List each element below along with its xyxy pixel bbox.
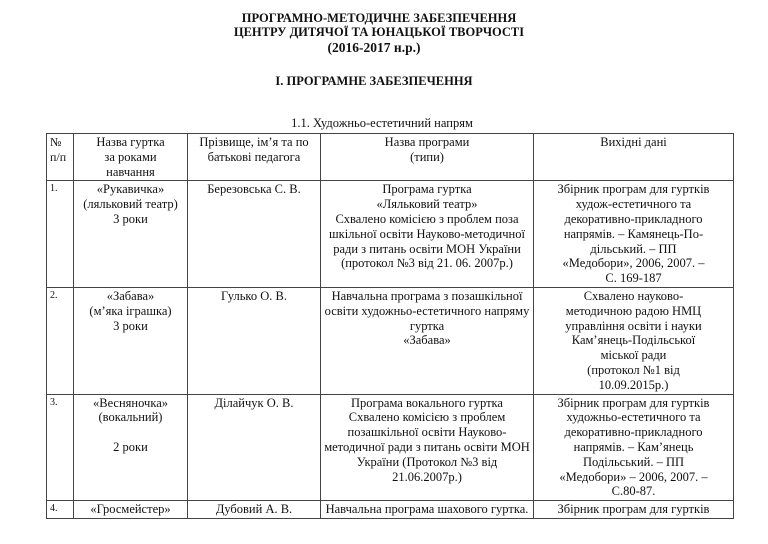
table-row xyxy=(47,501,734,519)
program-name: Програма вокального гуртка Схвалено комісією з проблем позашкільної освіти Науково- методичної ради з питань освіти МОН України (Протокол №3 від 21.06.2007р.) xyxy=(321,394,534,501)
programs-table xyxy=(46,133,734,519)
subsection-heading: 1.1. Художньо-естетичний напрям xyxy=(291,116,473,130)
section-heading: І. ПРОГРАМНЕ ЗАБЕЗПЕЧЕННЯ xyxy=(275,74,473,88)
program-name: Навчальна програма шахового гуртка. xyxy=(321,501,534,519)
table-row xyxy=(47,181,734,288)
header-cell: Вихідні дані xyxy=(534,134,734,181)
header-cell: Назва гуртка за роками навчання xyxy=(74,134,188,181)
doc-title-year: (2016-2017 н.р.) xyxy=(327,40,421,55)
header-cell: Назва програми (типи) xyxy=(321,134,534,181)
header-cell: Прізвище, ім’я та по батькові педагога xyxy=(188,134,321,181)
club-name: «Рукавичка» (ляльковий театр) 3 роки xyxy=(74,181,188,288)
header-cell: № п/п xyxy=(47,134,74,181)
source-data: Збірник програм для гуртків худож-естетичного та декоративно-прикладного напрямів. – Камянець-По- дільський. – ПП «Медобори», 2006, 2007. – С. 169-187 xyxy=(534,181,734,288)
source-data: Схвалено науково- методичною радою НМЦ управління освіти і науки Кам’янець-Подільської міської ради (протокол №1 від 10.09.2015р.) xyxy=(534,287,734,394)
program-name: Програма гуртка «Ляльковий театр» Схвалено комісією з проблем поза шкільної освіти Науково-методичної ради з питань освіти МОН України (протокол №3 від 21. 06. 2007р.) xyxy=(321,181,534,288)
row-number: 2. xyxy=(47,287,74,394)
row-number: 4. xyxy=(47,501,74,519)
teacher-name: Ділайчук О. В. xyxy=(188,394,321,501)
table-header-row xyxy=(47,134,734,181)
row-number: 3. xyxy=(47,394,74,501)
program-name: Навчальна програма з позашкільної освіти художньо-естетичного напряму гуртка «Забава» xyxy=(321,287,534,394)
doc-title-line-1: ПРОГРАМНО-МЕТОДИЧНЕ ЗАБЕЗПЕЧЕННЯ xyxy=(241,11,517,25)
teacher-name: Дубовий А. В. xyxy=(188,501,321,519)
doc-title-line-2: ЦЕНТРУ ДИТЯЧОЇ ТА ЮНАЦЬКОЇ ТВОРЧОСТІ xyxy=(233,25,525,39)
teacher-name: Гулько О. В. xyxy=(188,287,321,394)
club-name: «Весняночка» (вокальний) 2 роки xyxy=(74,394,188,501)
row-number: 1. xyxy=(47,181,74,288)
table-row xyxy=(47,394,734,501)
source-data: Збірник програм для гуртків художньо-естетичного та декоративно-прикладного напрямів. – Кам’янець Подільський. – ПП «Медобори» – 2006, 2007. – С.80-87. xyxy=(534,394,734,501)
teacher-name: Березовська С. В. xyxy=(188,181,321,288)
club-name: «Забава» (м’яка іграшка) 3 роки xyxy=(74,287,188,394)
table-row xyxy=(47,287,734,394)
club-name: «Гросмейстер» xyxy=(74,501,188,519)
source-data: Збірник програм для гуртків xyxy=(534,501,734,519)
